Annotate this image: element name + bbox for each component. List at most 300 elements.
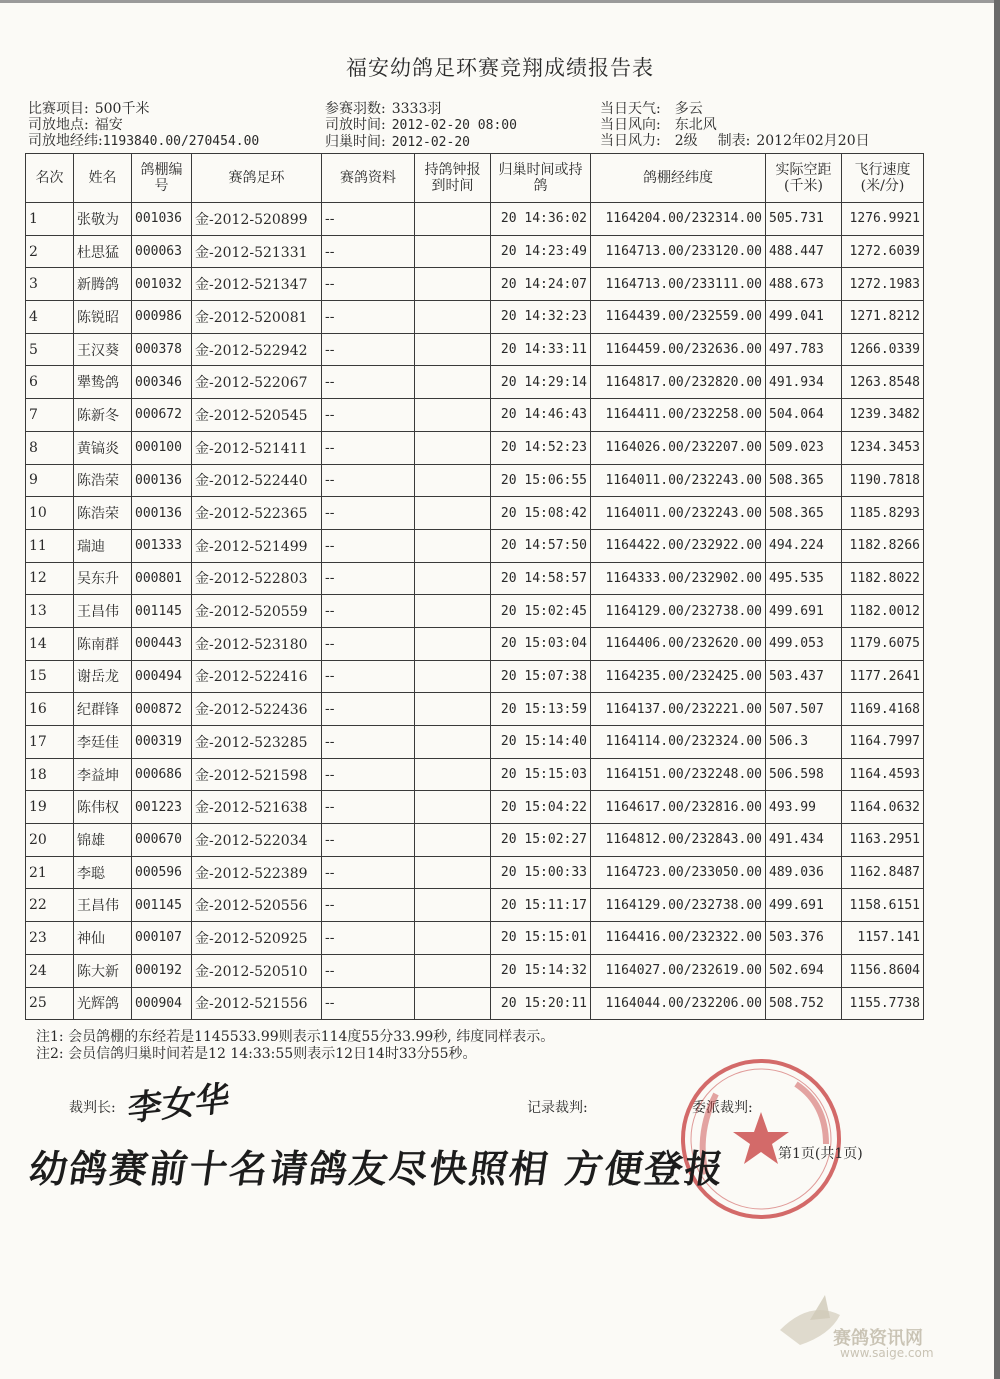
cell-arrival: 20 14:58:57 [491, 562, 591, 595]
cell-bird-info: -- [322, 497, 415, 530]
header-name: 姓名 [74, 154, 132, 203]
cell-name: 陈伟权 [74, 791, 132, 824]
table-row [26, 301, 924, 334]
cell-speed: 1164.7997 [842, 726, 924, 759]
cell-loft-coords: 1164137.00/232221.00 [591, 693, 766, 726]
table-row [26, 627, 924, 660]
cell-rank: 12 [26, 562, 74, 595]
cell-rank: 5 [26, 333, 74, 366]
cell-speed: 1182.0012 [842, 595, 924, 628]
cell-ring: 金-2012-520545 [192, 399, 322, 432]
cell-arrival: 20 15:14:40 [491, 726, 591, 759]
cell-loft-coords: 1164422.00/232922.00 [591, 529, 766, 562]
cell-ring: 金-2012-523180 [192, 627, 322, 660]
table-row [26, 235, 924, 268]
cell-name: 黄镐炎 [74, 431, 132, 464]
cell-loft-id: 000192 [132, 954, 192, 987]
header-arrival: 归巢时间或持鸽 [491, 154, 591, 203]
cell-ring: 金-2012-520899 [192, 203, 322, 236]
cell-rank: 14 [26, 627, 74, 660]
cell-distance: 507.507 [766, 693, 842, 726]
cell-clock-time [415, 660, 491, 693]
cell-arrival: 20 15:13:59 [491, 693, 591, 726]
cell-ring: 金-2012-522416 [192, 660, 322, 693]
cell-clock-time [415, 758, 491, 791]
scan-edge-right [994, 0, 1000, 1379]
cell-clock-time [415, 562, 491, 595]
chief-judge-label: 裁判长: [69, 1100, 116, 1116]
cell-arrival: 20 14:32:23 [491, 301, 591, 334]
table-row [26, 431, 924, 464]
cell-loft-id: 001145 [132, 595, 192, 628]
cell-name: 神仙 [74, 922, 132, 955]
cell-loft-id: 001223 [132, 791, 192, 824]
cell-speed: 1162.8487 [842, 856, 924, 889]
cell-bird-info: -- [322, 595, 415, 628]
cell-speed: 1271.8212 [842, 301, 924, 334]
cell-distance: 497.783 [766, 333, 842, 366]
cell-speed: 1234.3453 [842, 431, 924, 464]
cell-arrival: 20 15:03:04 [491, 627, 591, 660]
table-row [26, 856, 924, 889]
cell-speed: 1169.4168 [842, 693, 924, 726]
cell-loft-id: 000494 [132, 660, 192, 693]
cell-distance: 493.99 [766, 791, 842, 824]
table-row [26, 758, 924, 791]
cell-loft-coords: 1164817.00/232820.00 [591, 366, 766, 399]
header-ring: 赛鸽足环 [192, 154, 322, 203]
cell-name: 陈大新 [74, 954, 132, 987]
cell-arrival: 20 14:29:14 [491, 366, 591, 399]
cell-speed: 1272.1983 [842, 268, 924, 301]
cell-name: 王昌伟 [74, 595, 132, 628]
table-row [26, 366, 924, 399]
meta-column-1 [28, 101, 259, 150]
cell-clock-time [415, 824, 491, 857]
cell-bird-info: -- [322, 431, 415, 464]
cell-loft-id: 000872 [132, 693, 192, 726]
cell-speed: 1157.141 [842, 922, 924, 955]
cell-loft-id: 000378 [132, 333, 192, 366]
cell-bird-info: -- [322, 922, 415, 955]
cell-name: 陈新冬 [74, 399, 132, 432]
cell-name: 锦雄 [74, 824, 132, 857]
cell-loft-id: 001333 [132, 529, 192, 562]
cell-clock-time [415, 693, 491, 726]
cell-arrival: 20 14:23:49 [491, 235, 591, 268]
cell-clock-time [415, 922, 491, 955]
cell-arrival: 20 15:06:55 [491, 464, 591, 497]
cell-loft-coords: 1164129.00/232738.00 [591, 889, 766, 922]
cell-ring: 金-2012-522034 [192, 824, 322, 857]
cell-arrival: 20 15:20:11 [491, 987, 591, 1020]
cell-distance: 499.691 [766, 889, 842, 922]
cell-rank: 6 [26, 366, 74, 399]
cell-loft-coords: 1164129.00/232738.00 [591, 595, 766, 628]
cell-rank: 7 [26, 399, 74, 432]
chief-judge-signature: 李女华 [126, 1078, 231, 1130]
header-bird-info: 赛鸽资料 [322, 154, 415, 203]
cell-rank: 17 [26, 726, 74, 759]
cell-arrival: 20 15:00:33 [491, 856, 591, 889]
cell-speed: 1158.6151 [842, 889, 924, 922]
cell-loft-coords: 1164459.00/232636.00 [591, 333, 766, 366]
meta-column-2 [325, 101, 517, 151]
cell-loft-id: 000904 [132, 987, 192, 1020]
cell-distance: 495.535 [766, 562, 842, 595]
cell-speed: 1164.0632 [842, 791, 924, 824]
cell-rank: 8 [26, 431, 74, 464]
cell-arrival: 20 15:07:38 [491, 660, 591, 693]
cell-loft-coords: 1164713.00/233120.00 [591, 235, 766, 268]
cell-distance: 508.365 [766, 497, 842, 530]
cell-loft-id: 000672 [132, 399, 192, 432]
cell-loft-coords: 1164026.00/232207.00 [591, 431, 766, 464]
cell-distance: 506.3 [766, 726, 842, 759]
cell-distance: 491.434 [766, 824, 842, 857]
table-row [26, 824, 924, 857]
cell-clock-time [415, 268, 491, 301]
cell-loft-coords: 1164416.00/232322.00 [591, 922, 766, 955]
cell-arrival: 20 15:02:27 [491, 824, 591, 857]
cell-ring: 金-2012-520556 [192, 889, 322, 922]
cell-rank: 9 [26, 464, 74, 497]
cell-loft-id: 000100 [132, 431, 192, 464]
table-row [26, 464, 924, 497]
cell-bird-info: -- [322, 627, 415, 660]
table-row [26, 987, 924, 1020]
cell-loft-coords: 1164151.00/232248.00 [591, 758, 766, 791]
cell-arrival: 20 15:15:01 [491, 922, 591, 955]
cell-ring: 金-2012-521347 [192, 268, 322, 301]
cell-ring: 金-2012-520081 [192, 301, 322, 334]
cell-ring: 金-2012-521598 [192, 758, 322, 791]
cell-name: 新腾鸽 [74, 268, 132, 301]
cell-clock-time [415, 366, 491, 399]
cell-clock-time [415, 791, 491, 824]
table-row [26, 954, 924, 987]
cell-ring: 金-2012-520925 [192, 922, 322, 955]
cell-bird-info: -- [322, 758, 415, 791]
cell-loft-id: 000319 [132, 726, 192, 759]
report-title: 福安幼鸽足环赛竞翔成绩报告表 [346, 56, 654, 80]
cell-speed: 1185.8293 [842, 497, 924, 530]
cell-distance: 505.731 [766, 203, 842, 236]
cell-rank: 18 [26, 758, 74, 791]
cell-loft-id: 000063 [132, 235, 192, 268]
cell-clock-time [415, 954, 491, 987]
table-row [26, 529, 924, 562]
meta-tabulated-date: 2012年02月20日 [756, 133, 870, 149]
cell-clock-time [415, 627, 491, 660]
cell-arrival: 20 15:14:32 [491, 954, 591, 987]
cell-rank: 21 [26, 856, 74, 889]
cell-loft-coords: 1164235.00/232425.00 [591, 660, 766, 693]
table-row [26, 726, 924, 759]
cell-name: 瑞迪 [74, 529, 132, 562]
cell-distance: 503.376 [766, 922, 842, 955]
cell-ring: 金-2012-522067 [192, 366, 322, 399]
watermark-site-name: 赛鸽资讯网 [833, 1328, 923, 1349]
cell-loft-coords: 1164011.00/232243.00 [591, 464, 766, 497]
cell-loft-id: 001036 [132, 203, 192, 236]
cell-loft-id: 000596 [132, 856, 192, 889]
cell-ring: 金-2012-522365 [192, 497, 322, 530]
cell-arrival: 20 15:15:03 [491, 758, 591, 791]
scan-edge-top [0, 0, 1000, 3]
cell-name: 李益坤 [74, 758, 132, 791]
cell-rank: 15 [26, 660, 74, 693]
cell-arrival: 20 15:08:42 [491, 497, 591, 530]
cell-clock-time [415, 464, 491, 497]
cell-rank: 22 [26, 889, 74, 922]
cell-name: 吴东升 [74, 562, 132, 595]
cell-loft-coords: 1164204.00/232314.00 [591, 203, 766, 236]
table-row [26, 333, 924, 366]
table-row [26, 497, 924, 530]
meta-wind-direction: 当日风向: 东北风 [600, 117, 717, 133]
cell-distance: 508.365 [766, 464, 842, 497]
table-row [26, 922, 924, 955]
cell-distance: 499.041 [766, 301, 842, 334]
cell-distance: 494.224 [766, 529, 842, 562]
meta-column-3 [600, 101, 870, 149]
cell-loft-coords: 1164812.00/232843.00 [591, 824, 766, 857]
table-row [26, 562, 924, 595]
cell-bird-info: -- [322, 464, 415, 497]
header-distance: 实际空距(千米) [766, 154, 842, 203]
cell-name: 陈南群 [74, 627, 132, 660]
cell-ring: 金-2012-521556 [192, 987, 322, 1020]
cell-speed: 1163.2951 [842, 824, 924, 857]
cell-loft-id: 001145 [132, 889, 192, 922]
cell-speed: 1263.8548 [842, 366, 924, 399]
cell-distance: 489.036 [766, 856, 842, 889]
cell-arrival: 20 14:57:50 [491, 529, 591, 562]
cell-name: 李聪 [74, 856, 132, 889]
cell-distance: 502.694 [766, 954, 842, 987]
cell-bird-info: -- [322, 856, 415, 889]
table-row [26, 595, 924, 628]
cell-clock-time [415, 203, 491, 236]
cell-arrival: 20 14:46:43 [491, 399, 591, 432]
cell-name: 陈锐昭 [74, 301, 132, 334]
cell-distance: 504.064 [766, 399, 842, 432]
cell-clock-time [415, 987, 491, 1020]
cell-bird-info: -- [322, 203, 415, 236]
cell-clock-time [415, 497, 491, 530]
cell-speed: 1155.7738 [842, 987, 924, 1020]
cell-clock-time [415, 399, 491, 432]
cell-ring: 金-2012-521638 [192, 791, 322, 824]
cell-rank: 20 [26, 824, 74, 857]
cell-name: 李廷佳 [74, 726, 132, 759]
cell-name: 王昌伟 [74, 889, 132, 922]
cell-loft-coords: 1164333.00/232902.00 [591, 562, 766, 595]
cell-name: 陈浩荣 [74, 464, 132, 497]
cell-name: 纪群锋 [74, 693, 132, 726]
cell-loft-coords: 1164011.00/232243.00 [591, 497, 766, 530]
handwritten-note: 幼鸽赛前十名请鸽友尽快照相 方便登报 [26, 1146, 728, 1191]
meta-event: 比赛项目: 500千米 [28, 101, 150, 117]
cell-name: 杜思猛 [74, 235, 132, 268]
cell-distance: 488.447 [766, 235, 842, 268]
cell-distance: 499.053 [766, 627, 842, 660]
cell-speed: 1190.7818 [842, 464, 924, 497]
table-header-row [26, 154, 924, 203]
table-row [26, 693, 924, 726]
cell-name: 光辉鸽 [74, 987, 132, 1020]
cell-bird-info: -- [322, 301, 415, 334]
cell-ring: 金-2012-521331 [192, 235, 322, 268]
cell-bird-info: -- [322, 399, 415, 432]
cell-arrival: 20 15:04:22 [491, 791, 591, 824]
cell-bird-info: -- [322, 987, 415, 1020]
cell-distance: 509.023 [766, 431, 842, 464]
cell-loft-id: 000686 [132, 758, 192, 791]
table-row [26, 399, 924, 432]
meta-release-coords: 司放地经纬:1193840.00/270454.00 [28, 133, 260, 149]
cell-loft-coords: 1164027.00/232619.00 [591, 954, 766, 987]
cell-rank: 13 [26, 595, 74, 628]
cell-loft-coords: 1164406.00/232620.00 [591, 627, 766, 660]
cell-loft-id: 000107 [132, 922, 192, 955]
cell-loft-coords: 1164617.00/232816.00 [591, 791, 766, 824]
cell-clock-time [415, 726, 491, 759]
cell-rank: 23 [26, 922, 74, 955]
meta-weather: 当日天气: 多云 [600, 101, 703, 117]
cell-ring: 金-2012-521411 [192, 431, 322, 464]
cell-loft-id: 001032 [132, 268, 192, 301]
cell-speed: 1266.0339 [842, 333, 924, 366]
cell-bird-info: -- [322, 660, 415, 693]
cell-speed: 1164.4593 [842, 758, 924, 791]
cell-loft-id: 000346 [132, 366, 192, 399]
cell-loft-coords: 1164411.00/232258.00 [591, 399, 766, 432]
cell-speed: 1272.6039 [842, 235, 924, 268]
meta-return-time: 归巢时间: 2012-02-20 [325, 134, 470, 150]
cell-arrival: 20 15:02:45 [491, 595, 591, 628]
cell-rank: 1 [26, 203, 74, 236]
cell-loft-id: 000801 [132, 562, 192, 595]
cell-rank: 3 [26, 268, 74, 301]
cell-rank: 4 [26, 301, 74, 334]
table-row [26, 660, 924, 693]
cell-rank: 10 [26, 497, 74, 530]
cell-rank: 25 [26, 987, 74, 1020]
table-row [26, 268, 924, 301]
cell-ring: 金-2012-523285 [192, 726, 322, 759]
meta-release-time: 司放时间: 2012-02-20 08:00 [325, 117, 517, 133]
cell-rank: 24 [26, 954, 74, 987]
cell-distance: 508.752 [766, 987, 842, 1020]
cell-bird-info: -- [322, 726, 415, 759]
cell-name: 犟鸷鸽 [74, 366, 132, 399]
cell-ring: 金-2012-522942 [192, 333, 322, 366]
cell-loft-coords: 1164044.00/232206.00 [591, 987, 766, 1020]
cell-name: 谢岳龙 [74, 660, 132, 693]
cell-ring: 金-2012-521499 [192, 529, 322, 562]
cell-speed: 1182.8266 [842, 529, 924, 562]
cell-bird-info: -- [322, 235, 415, 268]
cell-bird-info: -- [322, 529, 415, 562]
record-judge-label: 记录裁判: [527, 1100, 588, 1116]
cell-loft-id: 000986 [132, 301, 192, 334]
cell-ring: 金-2012-520559 [192, 595, 322, 628]
cell-name: 张敬为 [74, 203, 132, 236]
meta-wind-force: 当日风力: 2级 制表: 2012年02月20日 [600, 133, 870, 149]
cell-loft-coords: 1164439.00/232559.00 [591, 301, 766, 334]
cell-rank: 16 [26, 693, 74, 726]
cell-ring: 金-2012-522436 [192, 693, 322, 726]
cell-bird-info: -- [322, 889, 415, 922]
table-row [26, 889, 924, 922]
note-2: 注2: 会员信鸽归巢时间若是12 14:33:55则表示12日14时33分55秒。 [36, 1046, 477, 1062]
cell-speed: 1276.9921 [842, 203, 924, 236]
results-table [25, 153, 924, 1020]
cell-loft-id: 000670 [132, 824, 192, 857]
cell-clock-time [415, 301, 491, 334]
page-number: 第1页(共1页) [778, 1146, 863, 1162]
cell-name: 陈浩荣 [74, 497, 132, 530]
cell-ring: 金-2012-522389 [192, 856, 322, 889]
watermark-url: www.saige.com [840, 1346, 934, 1360]
cell-ring: 金-2012-520510 [192, 954, 322, 987]
cell-bird-info: -- [322, 366, 415, 399]
cell-speed: 1179.6075 [842, 627, 924, 660]
cell-clock-time [415, 333, 491, 366]
note-1: 注1: 会员鸽棚的东经若是1145533.99则表示114度55分33.99秒, 纬度同样表示。 [36, 1029, 555, 1045]
cell-bird-info: -- [322, 824, 415, 857]
meta-tabulated-label: 制表: [717, 133, 751, 149]
cell-clock-time [415, 889, 491, 922]
cell-speed: 1239.3482 [842, 399, 924, 432]
cell-distance: 491.934 [766, 366, 842, 399]
cell-clock-time [415, 856, 491, 889]
cell-name: 王汉葵 [74, 333, 132, 366]
cell-arrival: 20 15:11:17 [491, 889, 591, 922]
table-row [26, 791, 924, 824]
meta-release-place: 司放地点: 福安 [28, 117, 123, 133]
notes [36, 1029, 554, 1063]
cell-distance: 488.673 [766, 268, 842, 301]
cell-bird-info: -- [322, 333, 415, 366]
cell-ring: 金-2012-522803 [192, 562, 322, 595]
cell-bird-info: -- [322, 791, 415, 824]
cell-bird-info: -- [322, 954, 415, 987]
cell-loft-coords: 1164723.00/233050.00 [591, 856, 766, 889]
cell-arrival: 20 14:24:07 [491, 268, 591, 301]
cell-clock-time [415, 529, 491, 562]
cell-rank: 2 [26, 235, 74, 268]
header-clock-time: 持鸽钟报到时间 [415, 154, 491, 203]
cell-speed: 1177.2641 [842, 660, 924, 693]
cell-ring: 金-2012-522440 [192, 464, 322, 497]
cell-clock-time [415, 431, 491, 464]
cell-distance: 506.598 [766, 758, 842, 791]
cell-bird-info: -- [322, 268, 415, 301]
cell-clock-time [415, 235, 491, 268]
table-row [26, 203, 924, 236]
cell-arrival: 20 14:36:02 [491, 203, 591, 236]
cell-distance: 503.437 [766, 660, 842, 693]
cell-rank: 11 [26, 529, 74, 562]
header-loft-id: 鸽棚编号 [132, 154, 192, 203]
cell-rank: 19 [26, 791, 74, 824]
cell-distance: 499.691 [766, 595, 842, 628]
cell-loft-id: 000136 [132, 497, 192, 530]
cell-loft-coords: 1164114.00/232324.00 [591, 726, 766, 759]
